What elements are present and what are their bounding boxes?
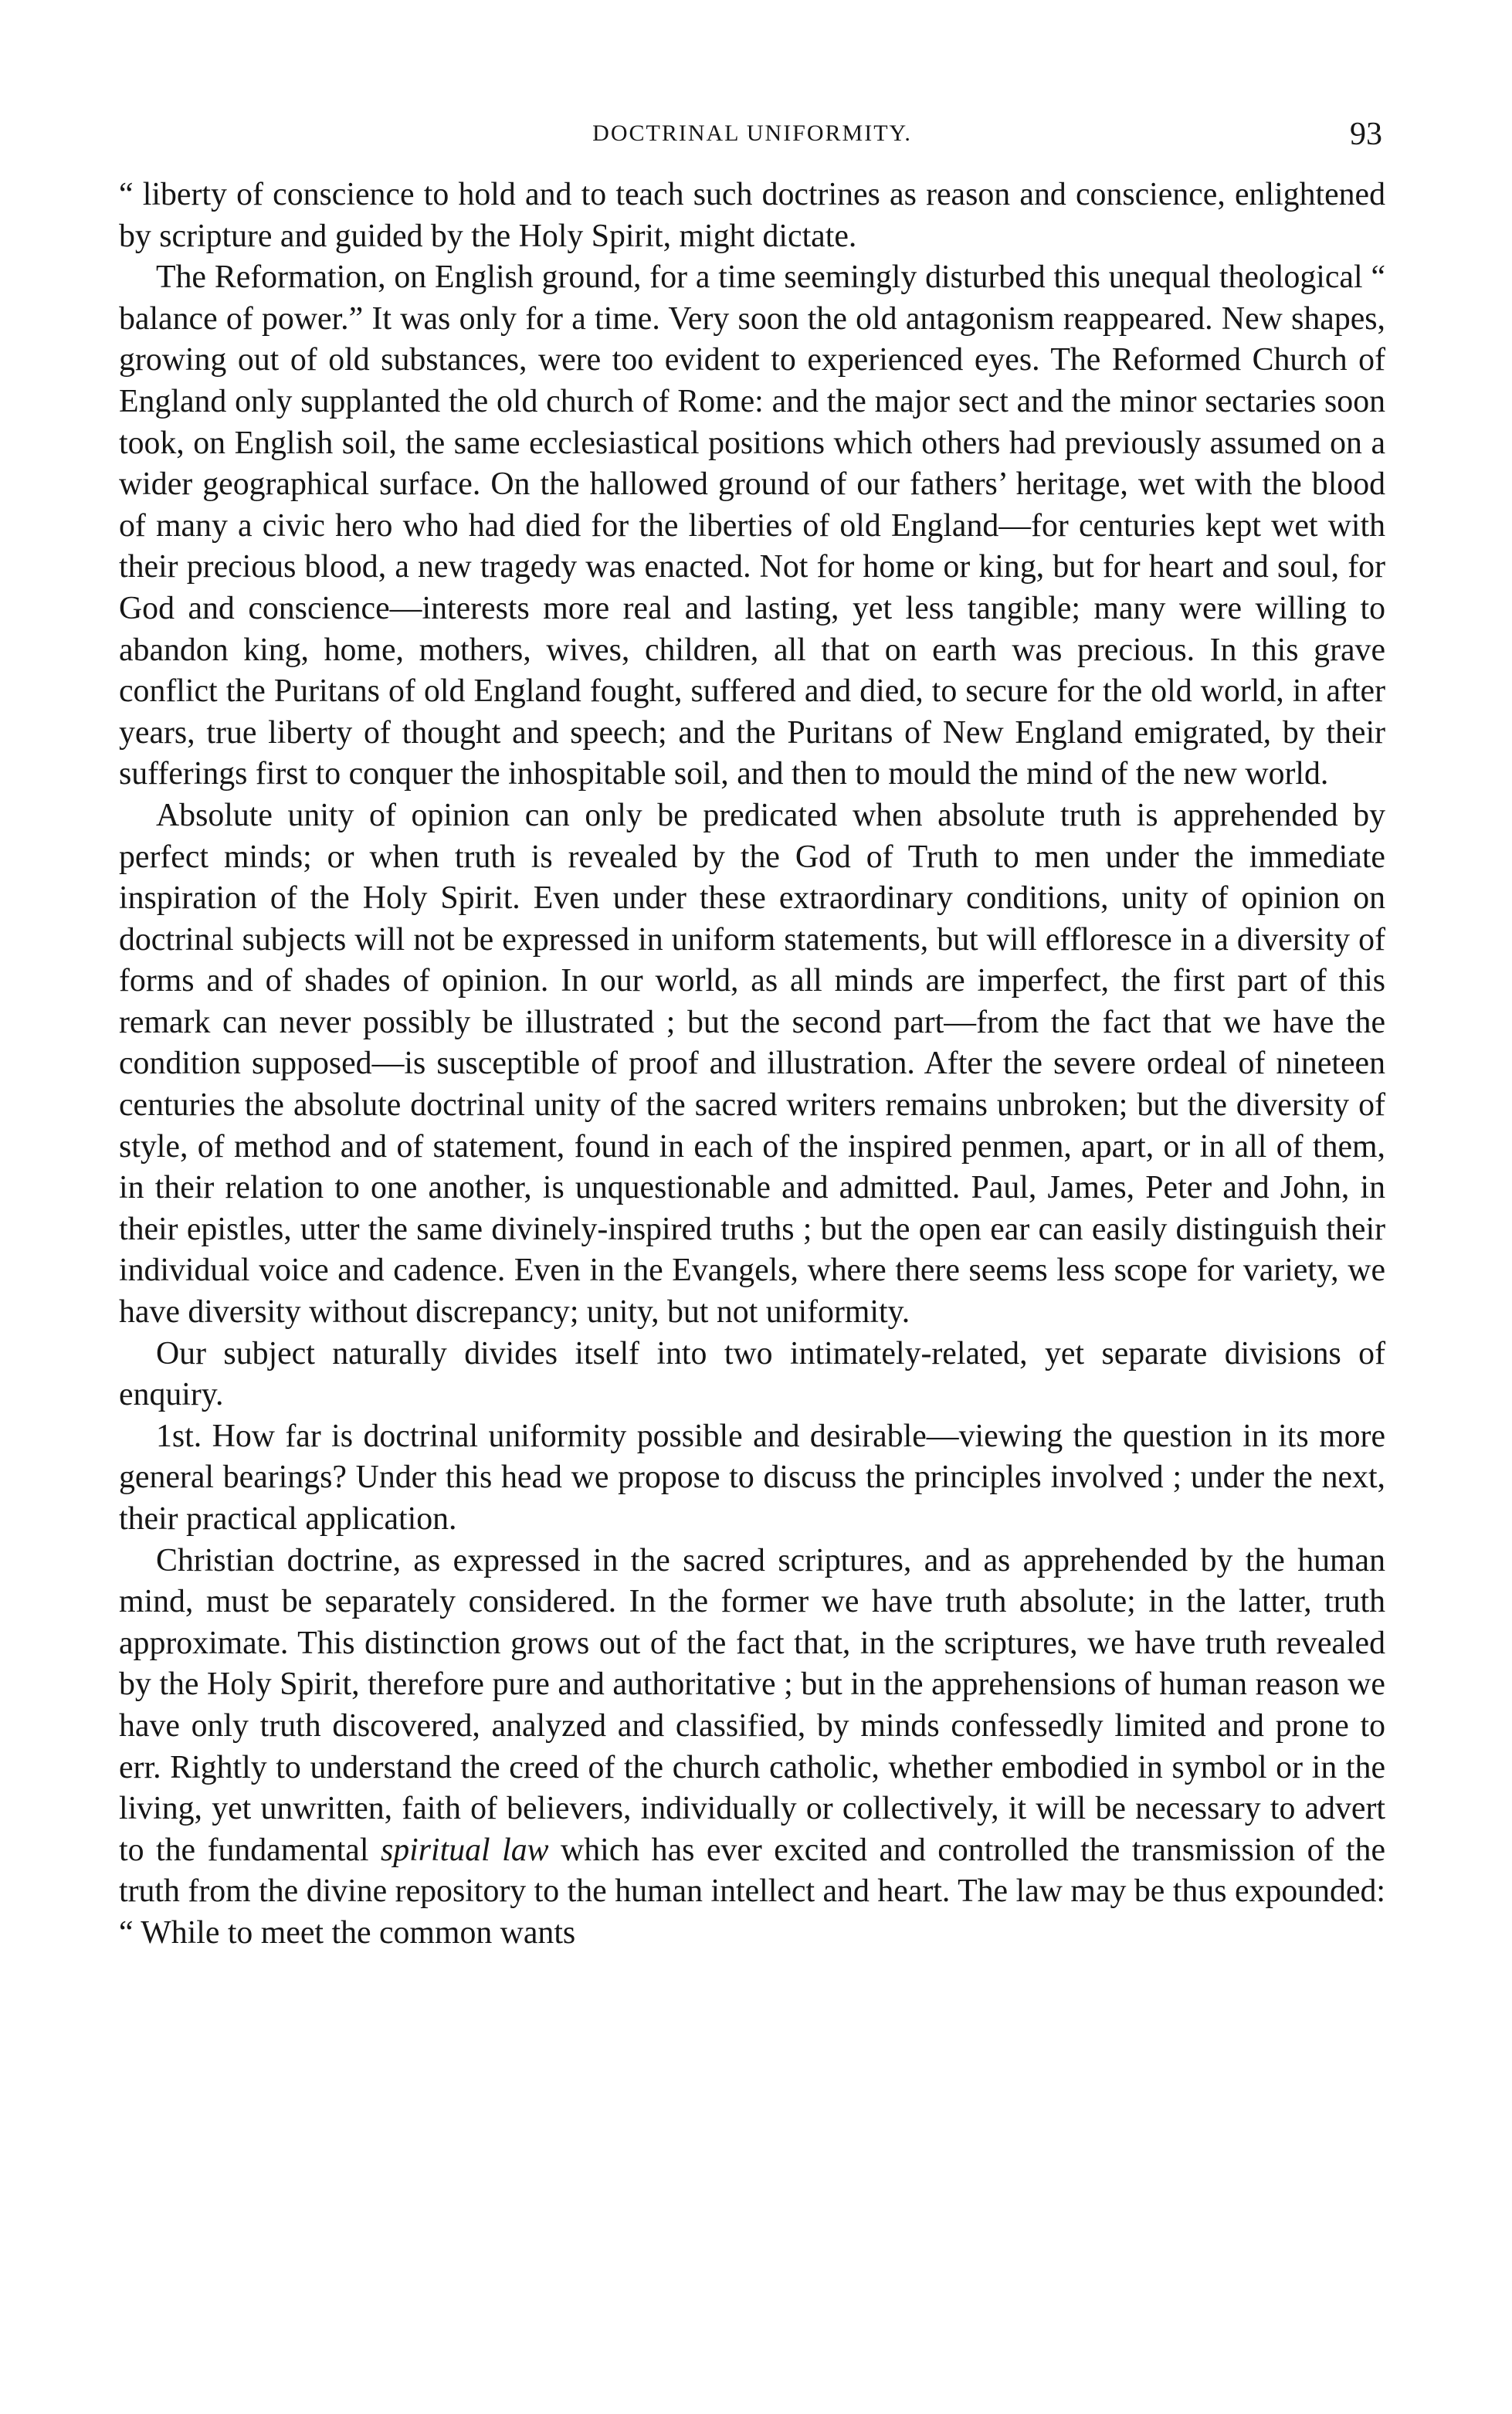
paragraph-absolute-unity: Absolute unity of opinion can only be predicated when absolute truth is apprehended by perfect minds; or when truth is revealed by the God of Truth to men under the immediate inspiration of the Holy Spirit. Even under these extraordinary conditions, unity of opinion on doctrinal subjects will not be expressed in uniform statements, but will effloresce in a diversity of forms and of shades of opinion. In our world, as all minds are imperfect, the first part of this remark can never possibly be illustrated ; but the second part—from the fact that we have the condition supposed—is susceptible of proof and illustration. After the severe ordeal of nineteen centuries the absolute doctrinal unity of the sacred writers remains unbroken; but the diversity of style, of method and of statement, found in each of the inspired penmen, apart, or in all of them, in their relation to one another, is unquestionable and admitted. Paul, James, Peter and John, in their epistles, utter the same divinely-inspired truths ; but the open ear can easily distinguish their individual voice and cadence. Even in the Evangels, where there seems less scope for variety, we have diversity without discrepancy; unity, but not uniformity.: [119, 797, 1385, 1331]
paragraph-christian-doctrine-text: Christian doctrine, as expressed in the sacred scriptures, and as apprehended by the human mind, must be separately considered. In the former we have truth absolute; in the latter, truth approximate. This distinction grows out of the fact that, in the scriptures, we have truth revealed by the Holy Spirit, therefore pure and authoritative ; but in the apprehensions of human reason we have only truth discovered, analyzed and classified, by minds confessedly limited and prone to err. Rightly to understand the creed of the church catholic, whether embodied in symbol or in the living, yet unwritten, faith of believers, individually or collectively, it will be necessary to advert to the fundamental: [119, 1542, 1385, 1868]
paragraph-christian-doctrine-end: which has ever excited and controlled the transmission of the truth from the divine repository to the human intellect and heart. The law may be thus expounded: “ While to meet the common wants: [119, 1832, 1385, 1951]
paragraph-continuation: “ liberty of conscience to hold and to teach such doctrines as reason and conscience, enlightened by scripture and guided by the Holy Spirit, might dictate.: [119, 177, 1385, 254]
paragraph-first-head: 1st. How far is doctrinal uniformity possible and desirable—viewing the question in its more general bearings? Under this head we propose to discuss the principles involved ; under the next, their practical application.: [119, 1418, 1385, 1537]
paragraph-christian-doctrine: [119, 1541, 1385, 1955]
page-number: 93: [1350, 117, 1382, 152]
body-text: [119, 175, 1385, 1955]
running-head: [119, 116, 1385, 170]
book-page: [119, 116, 1385, 2371]
italic-phrase: spiritual law: [380, 1832, 549, 1868]
running-title: DOCTRINAL UNIFORMITY.: [592, 120, 912, 146]
paragraph-reformation: The Reformation, on English ground, for a time seemingly disturbed this unequal theological “ balance of power.” It was only for a time. Very soon the old antagonism reappeared. New shapes, growing out of old substances, were too evident to experienced eyes. The Reformed Church of England only supplanted the old church of Rome: and the major sect and the minor sectaries soon took, on English soil, the same ecclesiastical positions which others had previously assumed on a wider geographical surface. On the hallowed ground of our fathers’ heritage, wet with the blood of many a civic hero who had died for the liberties of old England—for centuries kept wet with their precious blood, a new tragedy was enacted. Not for home or king, but for heart and soul, for God and conscience—interests more real and lasting, yet less tangible; many were willing to abandon king, home, mothers, wives, children, all that on earth was precious. In this grave conflict the Puritans of old England fought, suffered and died, to secure for the old world, in after years, true liberty of thought and speech; and the Puritans of New England emigrated, by their sufferings first to conquer the inhospitable soil, and then to mould the mind of the new world.: [119, 259, 1385, 792]
paragraph-subject-division: Our subject naturally divides itself into two intimately-related, yet separate divisions of enquiry.: [119, 1335, 1385, 1413]
